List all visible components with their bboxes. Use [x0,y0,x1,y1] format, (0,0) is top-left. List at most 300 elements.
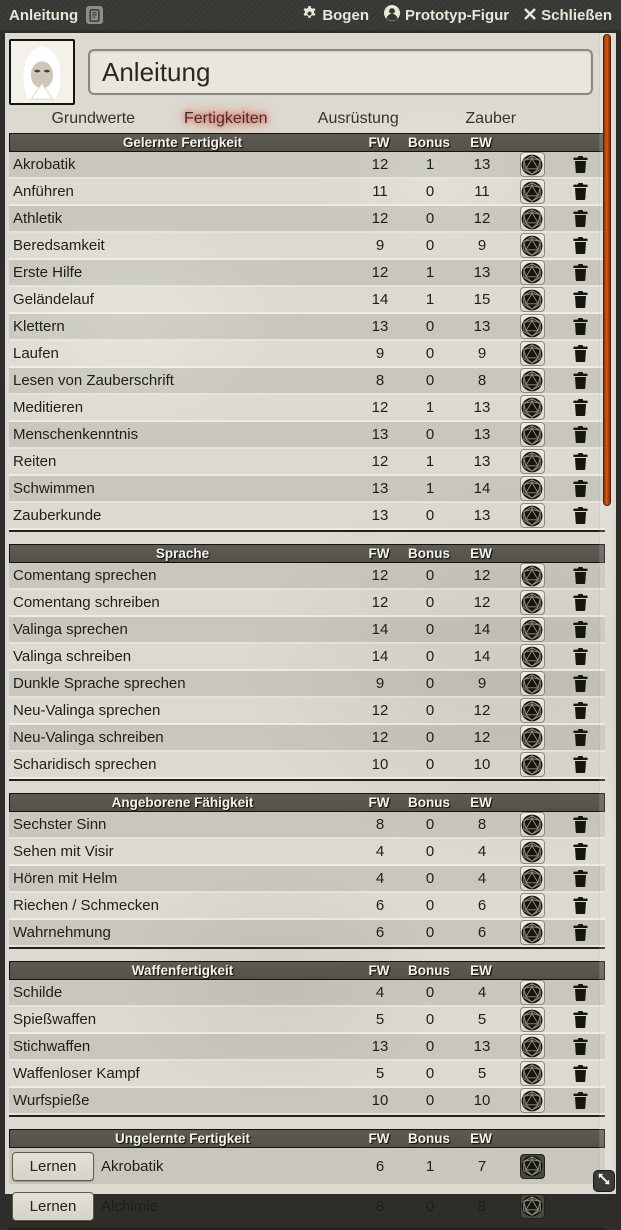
delete-skill-button[interactable] [573,453,588,470]
roll-die-button[interactable] [520,1034,545,1059]
skill-name: Alchimie [101,1197,158,1215]
skill-row [9,287,605,314]
delete-skill-button[interactable] [573,264,588,281]
skill-row [9,179,605,206]
trash-icon [573,183,588,200]
trash-icon [573,924,588,941]
prototype-figure-button[interactable]: Prototyp-Figur [384,5,509,25]
section-title: Ungelernte Fertigkeit [114,1131,251,1146]
d20-die-icon [521,922,543,944]
skill-name: Zauberkunde [13,507,102,524]
section-header [9,961,605,980]
skill-fw-value: 6 [375,897,385,914]
roll-die-button[interactable] [520,812,545,837]
delete-skill-button[interactable] [573,210,588,227]
trash-icon [573,264,588,281]
skill-fw-value: 4 [375,843,385,860]
delete-skill-button[interactable] [573,183,588,200]
skill-name: Geländelauf [13,291,94,308]
d20-die-icon [521,1195,543,1217]
skill-name: Erste Hilfe [13,264,83,281]
skill-row [9,698,605,725]
delete-skill-button[interactable] [573,702,588,719]
section-title: Gelernte Fertigkeit [122,135,243,150]
skill-section [9,544,605,781]
skill-name: Neu-Valinga sprechen [13,702,161,719]
d20-die-icon [521,154,543,176]
skill-fw-value: 9 [375,675,385,692]
trash-icon [573,897,588,914]
d20-die-icon [521,592,543,614]
resize-handle[interactable] [593,1170,615,1192]
d20-die-icon [521,505,543,527]
d20-die-icon [521,727,543,749]
skill-name: Schwimmen [13,480,95,497]
skill-ew-value: 9 [477,345,487,362]
skill-row [9,341,605,368]
delete-skill-button[interactable] [573,1011,588,1028]
section-header [9,133,605,152]
d20-die-icon [521,181,543,203]
skill-ew-value: 13 [473,264,491,281]
skill-row [9,893,605,920]
skill-section [9,133,605,532]
skill-ew-value: 4 [477,984,487,1001]
roll-die-button[interactable] [520,1088,545,1113]
roll-die-button[interactable] [520,503,545,528]
skill-bonus-value: 0 [425,1197,435,1215]
skill-fw-value: 11 [372,183,388,200]
column-header-bonus: Bonus [408,546,450,561]
skill-name: Neu-Valinga schreiben [13,729,164,746]
skill-name: Reiten [13,453,57,470]
skill-fw-value: 10 [371,1092,389,1109]
delete-skill-button[interactable] [573,507,588,524]
trash-icon [573,372,588,389]
skill-name: Akrobatik [13,156,76,173]
skill-row [9,395,605,422]
skill-ew-value: 10 [473,756,491,773]
skill-ew-value: 4 [477,870,487,887]
skill-row [9,503,605,530]
d20-die-icon [521,673,543,695]
skill-fw-value: 13 [371,507,389,524]
trash-icon [573,702,588,719]
trash-icon [573,210,588,227]
skill-sections [9,133,605,1230]
column-header-fw: FW [368,963,390,978]
skill-ew-value: 8 [477,816,487,833]
skill-name: Meditieren [13,399,84,416]
skill-ew-value: 10 [473,1092,491,1109]
d20-die-icon [521,700,543,722]
trash-icon [573,1038,588,1055]
skill-fw-value: 12 [371,567,389,584]
column-header-bonus: Bonus [408,963,450,978]
skill-ew-value: 5 [477,1065,487,1082]
roll-die-button[interactable] [520,1154,545,1179]
close-icon [524,7,536,24]
roll-die-button[interactable] [520,563,545,588]
skill-bonus-value: 0 [425,924,435,941]
skill-ew-value: 11 [474,183,490,200]
skill-name: Wahrnehmung [13,924,111,941]
d20-die-icon [521,289,543,311]
d20-die-icon [521,451,543,473]
skill-name: Beredsamkeit [13,237,105,254]
delete-skill-button[interactable] [573,675,588,692]
skill-row [9,563,605,590]
d20-die-icon [521,982,543,1004]
skill-ew-value: 6 [477,924,487,941]
skill-name: Sechster Sinn [13,816,107,833]
roll-die-button[interactable] [520,866,545,891]
skill-name: Klettern [13,318,65,335]
skill-row [9,1148,605,1184]
d20-die-icon [521,814,543,836]
skill-bonus-value: 0 [425,507,435,524]
resize-icon [597,1172,611,1191]
d20-die-icon [521,370,543,392]
window-title: Anleitung [9,6,79,24]
skill-fw-value: 13 [371,480,389,497]
delete-skill-button[interactable] [573,984,588,1001]
skill-name: Athletik [13,210,63,227]
trash-icon [573,291,588,308]
skill-bonus-value: 0 [425,870,435,887]
skill-bonus-value: 0 [425,237,435,254]
d20-die-icon [521,1090,543,1112]
delete-skill-button[interactable] [573,426,588,443]
roll-die-button[interactable] [520,206,545,231]
skill-row [9,1188,605,1224]
skill-ew-value: 13 [473,426,491,443]
roll-die-button[interactable] [520,341,545,366]
delete-skill-button[interactable] [573,756,588,773]
skill-ew-value: 9 [477,237,487,254]
skill-ew-value: 15 [473,291,491,308]
skill-bonus-value: 0 [425,210,435,227]
section-title: Sprache [155,546,210,561]
skill-bonus-value: 1 [425,291,435,308]
d20-die-icon [521,316,543,338]
roll-die-button[interactable] [520,476,545,501]
skill-ew-value: 13 [473,156,491,173]
skill-bonus-value: 0 [425,426,435,443]
delete-skill-button[interactable] [573,480,588,497]
titlebar [0,0,621,30]
skill-ew-value: 13 [473,1038,491,1055]
roll-die-button[interactable] [520,725,545,750]
trash-icon [573,621,588,638]
column-header-bonus: Bonus [408,135,450,150]
delete-skill-button[interactable] [573,729,588,746]
delete-skill-button[interactable] [573,897,588,914]
skill-row [9,476,605,503]
skill-fw-value: 12 [371,453,389,470]
trash-icon [573,984,588,1001]
roll-die-button[interactable] [520,152,545,177]
skill-bonus-value: 0 [425,1038,435,1055]
delete-skill-button[interactable] [573,318,588,335]
section-header [9,793,605,812]
section-header [9,1129,605,1148]
column-header-bonus: Bonus [408,795,450,810]
delete-skill-button[interactable] [573,1038,588,1055]
tab-fertigkeiten[interactable]: Fertigkeiten [183,110,268,127]
skill-fw-value: 9 [375,345,385,362]
skill-row [9,260,605,287]
skill-bonus-value: 0 [425,984,435,1001]
skill-fw-value: 13 [371,318,389,335]
d20-die-icon [521,208,543,230]
tab-ausruestung[interactable]: Ausrüstung [317,110,399,127]
d20-die-icon [521,397,543,419]
skill-row [9,812,605,839]
skill-row [9,752,605,779]
section-title: Angeborene Fähigkeit [111,795,254,810]
delete-skill-button[interactable] [573,156,588,173]
trash-icon [573,567,588,584]
roll-die-button[interactable] [520,644,545,669]
d20-die-icon [521,565,543,587]
trash-icon [573,426,588,443]
trash-icon [573,453,588,470]
column-header-ew: EW [470,546,492,561]
tab-grundwerte[interactable]: Grundwerte [51,110,136,127]
trash-icon [573,507,588,524]
skill-row [9,449,605,476]
delete-skill-button[interactable] [573,843,588,860]
delete-skill-button[interactable] [573,648,588,665]
roll-die-button[interactable] [520,980,545,1005]
skill-row [9,206,605,233]
skill-name: Spießwaffen [13,1011,97,1028]
learn-skill-button[interactable]: Lernen [12,1192,94,1221]
roll-die-button[interactable] [520,839,545,864]
trash-icon [573,1065,588,1082]
sheet-button[interactable]: Bogen [302,6,369,25]
skill-bonus-value: 0 [425,816,435,833]
section-header [9,544,605,563]
skill-fw-value: 9 [375,237,385,254]
skill-fw-value: 8 [375,816,385,833]
d20-die-icon [521,1155,543,1177]
skill-ew-value: 9 [477,675,487,692]
delete-skill-button[interactable] [573,594,588,611]
close-button[interactable]: Schließen [524,7,612,24]
trash-icon [573,594,588,611]
column-header-ew: EW [470,963,492,978]
skill-name: Valinga schreiben [13,648,132,665]
skill-bonus-value: 1 [425,1157,435,1175]
skill-ew-value: 14 [473,480,491,497]
skill-fw-value: 12 [371,264,389,281]
skill-name: Comentang sprechen [13,567,157,584]
skill-bonus-value: 0 [425,702,435,719]
skill-ew-value: 13 [473,318,491,335]
skill-row [9,725,605,752]
skill-fw-value: 8 [375,1197,385,1215]
skill-name: Dunkle Sprache sprechen [13,675,186,692]
skill-fw-value: 12 [371,210,389,227]
trash-icon [573,237,588,254]
skill-name: Hören mit Helm [13,870,118,887]
delete-skill-button[interactable] [573,399,588,416]
delete-skill-button[interactable] [573,924,588,941]
skill-bonus-value: 0 [425,567,435,584]
d20-die-icon [521,619,543,641]
skill-fw-value: 12 [371,156,389,173]
skill-section [9,961,605,1117]
skill-row [9,617,605,644]
skill-fw-value: 6 [375,924,385,941]
roll-die-button[interactable] [520,449,545,474]
skill-ew-value: 6 [477,897,487,914]
skill-row [9,590,605,617]
roll-die-button[interactable] [520,179,545,204]
delete-skill-button[interactable] [573,237,588,254]
d20-die-icon [521,1009,543,1031]
roll-die-button[interactable] [520,368,545,393]
section-title: Waffenfertigkeit [131,963,234,978]
delete-skill-button[interactable] [573,1065,588,1082]
hooded-figure-icon [11,90,73,107]
delete-skill-button[interactable] [573,816,588,833]
skill-name: Schilde [13,984,63,1001]
skill-fw-value: 4 [375,870,385,887]
skill-ew-value: 8 [477,372,487,389]
roll-die-button[interactable] [520,260,545,285]
skill-name: Akrobatik [101,1157,164,1175]
skill-bonus-value: 0 [425,594,435,611]
skill-name: Valinga sprechen [13,621,128,638]
skill-ew-value: 12 [473,210,491,227]
roll-die-button[interactable] [520,671,545,696]
skill-ew-value: 8 [477,1197,487,1215]
person-icon [384,5,400,25]
skill-fw-value: 14 [371,291,389,308]
skill-bonus-value: 0 [425,183,435,200]
d20-die-icon [521,1036,543,1058]
skill-fw-value: 8 [375,372,385,389]
trash-icon [573,1092,588,1109]
roll-die-button[interactable] [520,1194,545,1219]
skill-section [9,1129,605,1230]
roll-die-button[interactable] [520,233,545,258]
d20-die-icon [521,478,543,500]
roll-die-button[interactable] [520,1007,545,1032]
roll-die-button[interactable] [520,395,545,420]
skill-ew-value: 13 [473,399,491,416]
delete-skill-button[interactable] [573,291,588,308]
skill-bonus-value: 0 [425,729,435,746]
trash-icon [573,345,588,362]
skill-row [9,671,605,698]
character-header [9,39,609,105]
character-name-input[interactable] [88,49,593,95]
skill-fw-value: 5 [375,1065,385,1082]
roll-die-button[interactable] [520,287,545,312]
skill-fw-value: 14 [371,648,389,665]
delete-skill-button[interactable] [573,345,588,362]
column-header-fw: FW [368,1131,390,1146]
tab-bar [27,109,557,131]
d20-die-icon [521,868,543,890]
delete-skill-button[interactable] [573,1092,588,1109]
delete-skill-button[interactable] [573,567,588,584]
delete-skill-button[interactable] [573,870,588,887]
skill-name: Sehen mit Visir [13,843,114,860]
skill-row [9,1061,605,1088]
skill-ew-value: 7 [477,1157,487,1175]
skill-bonus-value: 0 [425,621,435,638]
skill-row [9,368,605,395]
skill-ew-value: 12 [473,702,491,719]
skill-fw-value: 12 [371,729,389,746]
skill-bonus-value: 0 [425,1092,435,1109]
d20-die-icon [521,424,543,446]
skill-ew-value: 14 [473,621,491,638]
skill-bonus-value: 1 [425,156,435,173]
roll-die-button[interactable] [520,698,545,723]
skill-bonus-value: 0 [425,897,435,914]
skill-fw-value: 13 [371,1038,389,1055]
d20-die-icon [521,895,543,917]
skill-fw-value: 10 [371,756,389,773]
skill-bonus-value: 0 [425,756,435,773]
sheet-badge-icon [86,6,103,24]
trash-icon [573,756,588,773]
trash-icon [573,1011,588,1028]
skill-ew-value: 12 [473,729,491,746]
tab-zauber[interactable]: Zauber [465,110,517,127]
trash-icon [573,399,588,416]
d20-die-icon [521,235,543,257]
trash-icon [573,729,588,746]
skill-bonus-value: 0 [425,345,435,362]
scrollbar-thumb[interactable] [603,34,611,506]
skill-name: Riechen / Schmecken [13,897,159,914]
skill-name: Laufen [13,345,59,362]
skill-bonus-value: 0 [425,675,435,692]
skill-bonus-value: 0 [425,843,435,860]
skill-name: Lesen von Zauberschrift [13,372,174,389]
delete-skill-button[interactable] [573,621,588,638]
delete-skill-button[interactable] [573,372,588,389]
roll-die-button[interactable] [520,422,545,447]
roll-die-button[interactable] [520,893,545,918]
roll-die-button[interactable] [520,590,545,615]
d20-die-icon [521,754,543,776]
skill-ew-value: 5 [477,1011,487,1028]
trash-icon [573,870,588,887]
skill-row [9,1007,605,1034]
learn-skill-button[interactable]: Lernen [12,1152,94,1181]
roll-die-button[interactable] [520,920,545,945]
skill-row [9,314,605,341]
roll-die-button[interactable] [520,1061,545,1086]
skill-fw-value: 13 [371,426,389,443]
roll-die-button[interactable] [520,617,545,642]
character-avatar[interactable] [9,39,75,105]
skill-name: Wurfspieße [13,1092,90,1109]
skill-ew-value: 13 [473,507,491,524]
roll-die-button[interactable] [520,314,545,339]
character-sheet [0,30,621,1215]
column-header-ew: EW [470,1131,492,1146]
roll-die-button[interactable] [520,752,545,777]
